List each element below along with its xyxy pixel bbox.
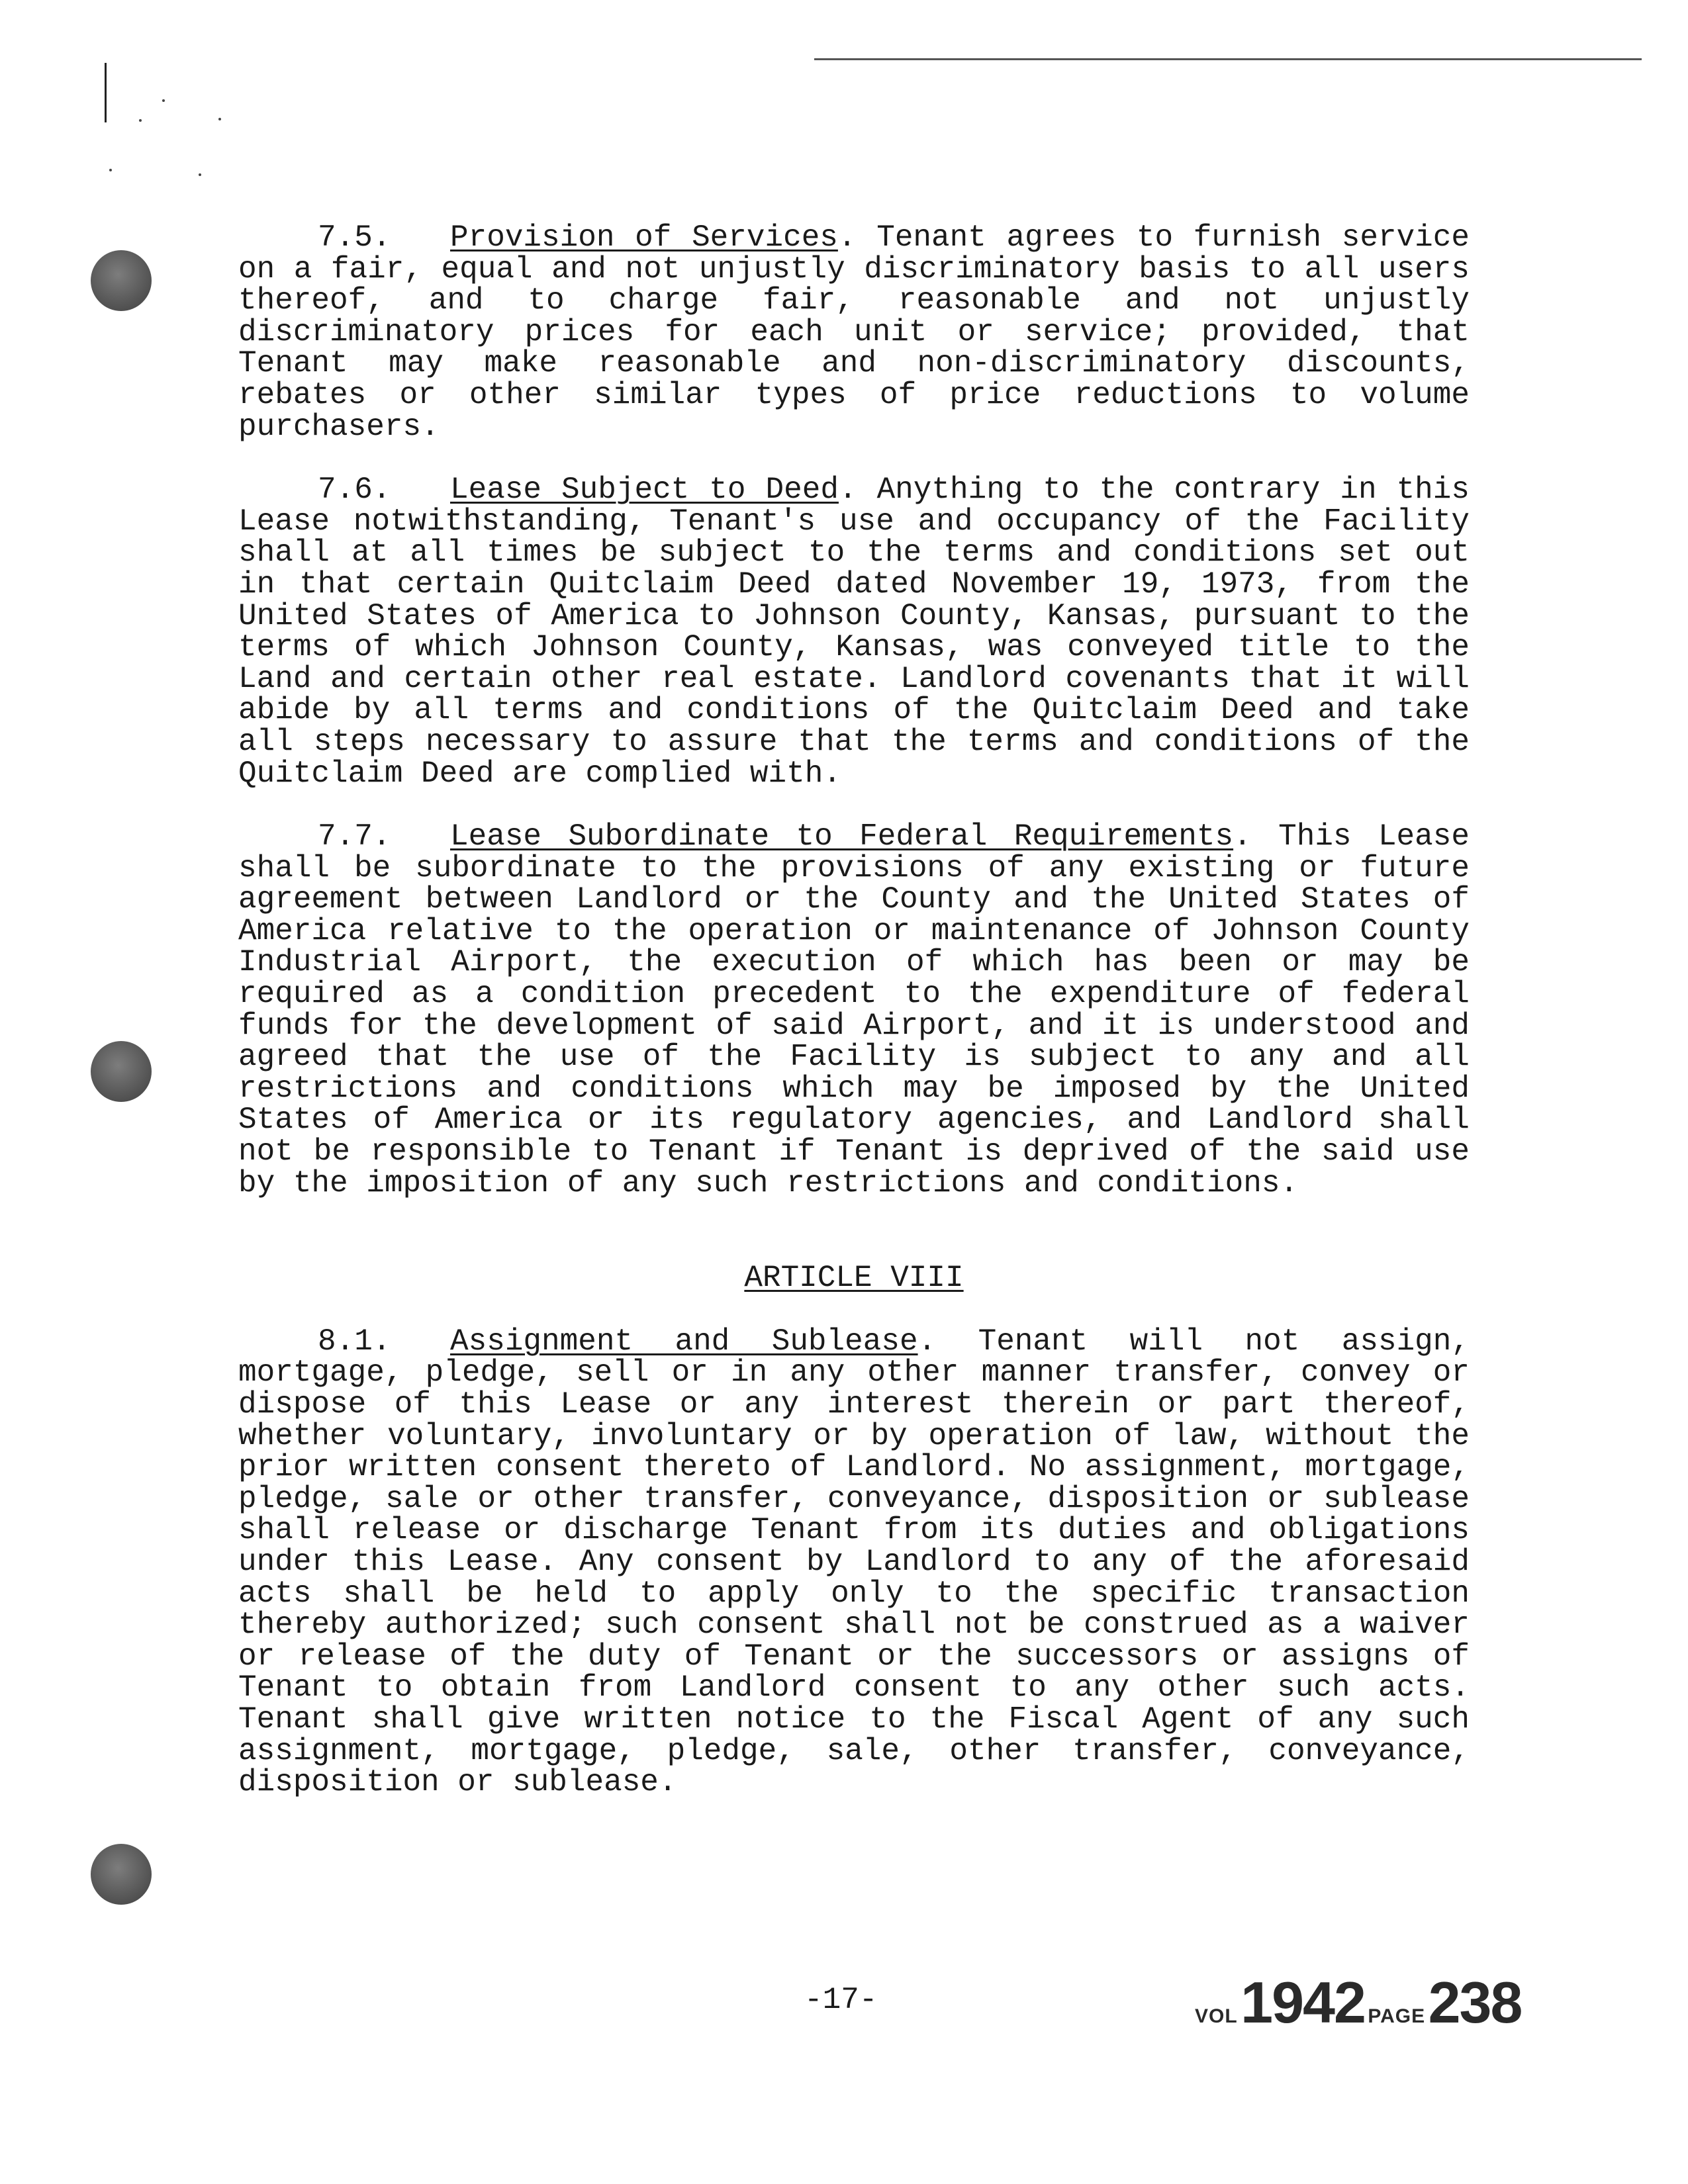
section-number: 8.1.: [318, 1324, 391, 1359]
section-7-5: [238, 222, 1470, 443]
vol-number: 1942: [1241, 1970, 1365, 2035]
scan-speck: [218, 118, 221, 120]
section-7-6: [238, 475, 1470, 790]
section-8-1: [238, 1326, 1470, 1799]
scan-speck: [162, 99, 165, 102]
top-rule: [814, 58, 1642, 60]
section-heading: Lease Subordinate to Federal Requirements: [450, 819, 1234, 854]
section-7-7: [238, 821, 1470, 1199]
section-text: . Tenant will not assign, mortgage, pledge, sell or in any other manner transfer, convey or dispose of this Lease or any interest therein or part thereof, whether voluntary, involuntary or by operation of law, without the prior written consent thereto of Landlord. No assignment, mortgage, pledge, sale or other transfer, conveyance, disposition or sublease shall release or discharge Tenant from its duties and obligations under this Lease. Any consent by Landlord to any of the aforesaid acts shall be held to apply only to the specific transaction thereby authorized; such consent shall not be construed as a waiver or release of the duty of Tenant or the successors or assigns of Tenant to obtain from Landlord consent to any other such acts. Tenant shall give written notice to the Fiscal Agent of any such assignment, mortgage, pledge, sale, other transfer, conveyance, disposition or sublease.: [238, 1324, 1470, 1800]
section-number: 7.7.: [318, 819, 391, 854]
article-heading: ARTICLE VIII: [744, 1261, 964, 1296]
section-number: 7.5.: [318, 220, 391, 255]
section-heading: Lease Subject to Deed: [450, 473, 839, 508]
binder-hole: [91, 1041, 152, 1102]
scan-speck: [139, 119, 142, 122]
recording-stamp: [1195, 1969, 1521, 2036]
page-ref: 238: [1428, 1970, 1522, 2035]
section-text: . This Lease shall be subordinate to the provisions of any existing or future agreement between Landlord or the County and the United States of America relative to the operation or maintenance of Johnson County Industrial Airport, the execution of which has been or may be required as a condition precedent to the expenditure of federal funds for the development of said Airport, and it is understood and agreed that the use of the Facility is subject to any and all restrictions and conditions which may be imposed by the United States of America or its regulatory agencies, and Landlord shall not be responsible to Tenant if Tenant is deprived of the said use by the imposition of any such restrictions and conditions.: [238, 819, 1470, 1201]
margin-mark: [105, 63, 107, 122]
page-label: PAGE: [1368, 2005, 1426, 2027]
section-number: 7.6.: [318, 473, 391, 508]
scan-speck: [199, 173, 201, 176]
section-heading: Provision of Services: [450, 220, 838, 255]
scan-speck: [109, 169, 112, 171]
page-number: -17-: [804, 1983, 878, 2017]
section-text: . Tenant agrees to furnish service on a fair, equal and not unjustly discriminatory basis to all users thereof, and to charge fair, reasonable and not unjustly discriminatory prices for each unit or service; provided, that Tenant may make reasonable and non-discriminatory discounts, rebates or other similar types of price reductions to volume purchasers.: [238, 220, 1470, 444]
section-heading: Assignment and Sublease: [450, 1324, 918, 1359]
vol-label: VOL: [1195, 2005, 1238, 2027]
section-text: . Anything to the contrary in this Lease notwithstanding, Tenant's use and occupancy of the Facility shall at all times be subject to the terms and conditions set out in that certain Quitclaim Deed dated November 19, 1973, from the United States of America to Johnson County, Kansas, pursuant to the terms of which Johnson County, Kansas, was conveyed title to the Land and certain other real estate. Landlord covenants that it will abide by all terms and conditions of the Quitclaim Deed and take all steps necessary to assure that the terms and conditions of the Quitclaim Deed are complied with.: [238, 473, 1470, 791]
binder-hole: [91, 250, 152, 311]
binder-hole: [91, 1844, 152, 1905]
document-body: [238, 222, 1470, 1799]
